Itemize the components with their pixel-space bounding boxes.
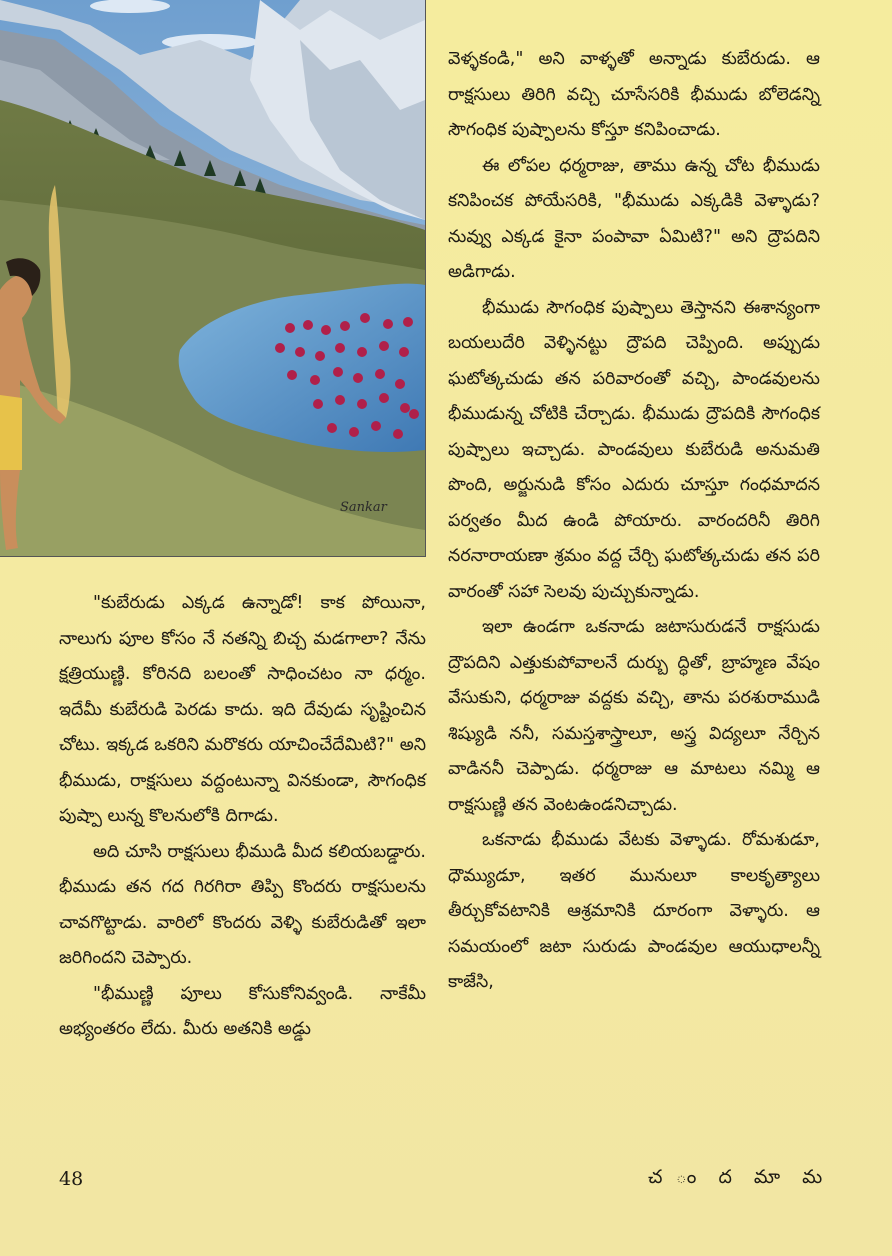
right-column [448,42,820,1001]
left-column [59,586,426,1048]
artist-signature: Sankar [340,500,387,515]
paragraph: భీముడు సౌగంధిక పుష్పాలు తెస్తానని ఈశాన్యంగా బయలుదేరి వెళ్ళినట్టు ద్రౌపది చెప్పింది. అప్పుడు ఘటోత్కచుడు తన పరివారంతో వచ్చి, పాండవులను భీముడున్న చోటికి చేర్చాడు. భీముడు ద్రౌపదికి సౌగంధిక పుష్పాలు ఇచ్చాడు. పాండవులు కుబేరుడి అనుమతి పొంది, అర్జునుడి కోసం ఎదురు చూస్తూ గంధమాదన పర్వతం మీద ఉండి పోయారు. వారందరినీ తిరిగి నరనారాయణా శ్రమం వద్ద చేర్చి ఘటోత్కచుడు తన పరి వారంతో సహా సెలవు పుచ్చుకున్నాడు. [448,297,820,602]
illustration [0,0,426,557]
paragraph: "కుబేరుడు ఎక్కడ ఉన్నాడో! కాక పోయినా, నాలుగు పూల కోసం నే నతన్ని బిచ్చ మడగాలా? నేను క్షత్రియుణ్ణి. కోరినది బలంతో సాధించటం నా ధర్మం. ఇదేమీ కుబేరుడి పెరడు కాదు. ఇది దేవుడు సృష్టించిన చోటు. ఇక్కడ ఒకరిని మరొకరు యాచించేదేమిటి?" అని భీముడు, రాక్షసులు వద్దంటున్నా వినకుండా, సౌగంధిక పుష్పా లున్న కొలనులోకి దిగాడు. [59,593,426,826]
magazine-name: చ ం ద మా మ [648,1166,831,1188]
page-number: 48 [59,1168,84,1190]
paragraph: అది చూసి రాక్షసులు భీముడి మీద కలియబడ్డారు. భీముడు తన గద గిరగిరా తిప్పి కొందరు రాక్షసులను చావగొట్టాడు. వారిలో కొందరు వెళ్ళి కుబేరుడితో ఇలా జరిగిందని చెప్పారు. [59,841,426,968]
paragraph: "భీముణ్ణి పూలు కోసుకోనివ్వండి. నాకేమీ అభ్యంతరం లేదు. మీరు అతనికి అడ్డు [59,983,426,1039]
paragraph: వెళ్ళకండి," అని వాళ్ళతో అన్నాడు కుబేరుడు. ఆ రాక్షసులు తిరిగి వచ్చి చూసేసరికి భీముడు బోలెడన్ని సౌగంధిక పుష్పాలను కోస్తూ కనిపించాడు. [448,49,820,140]
paragraph: ఇలా ఉండగా ఒకనాడు జటాసురుడనే రాక్షసుడు ద్రౌపదిని ఎత్తుకుపోవాలనే దుర్బు ద్ధితో, బ్రాహ్మణ వేషం వేసుకుని, ధర్మరాజు వద్దకు వచ్చి, తాను పరశురాముడి శిష్యుడి ననీ, సమస్తశాస్త్రాలూ, అస్త్ర విద్యలూ నేర్చిన వాడిననీ చెప్పాడు. ధర్మరాజు ఆ మాటలు నమ్మి ఆ రాక్షసుణ్ణి తన వెంటఉండనిచ్చాడు. [448,617,820,815]
paragraph: ఒకనాడు భీముడు వేటకు వెళ్ళాడు. రోమశుడూ, ధౌమ్యుడూ, ఇతర మునులూ కాలకృత్యాలు తీర్చుకోవటానికి ఆశ్రమానికి దూరంగా వెళ్ళారు. ఆ సమయంలో జటా సురుడు పాండవుల ఆయుధాలన్నీ కాజేసి, [448,830,820,992]
mountain-lake-scene [0,0,425,556]
paragraph: ఈ లోపల ధర్మరాజు, తాము ఉన్న చోట భీముడు కనిపించక పోయేసరికి, "భీముడు ఎక్కడికి వెళ్ళాడు? నువ్వు ఎక్కడ కైనా పంపావా ఏమిటి?" అని ద్రౌపదిని అడిగాడు. [448,155,820,282]
